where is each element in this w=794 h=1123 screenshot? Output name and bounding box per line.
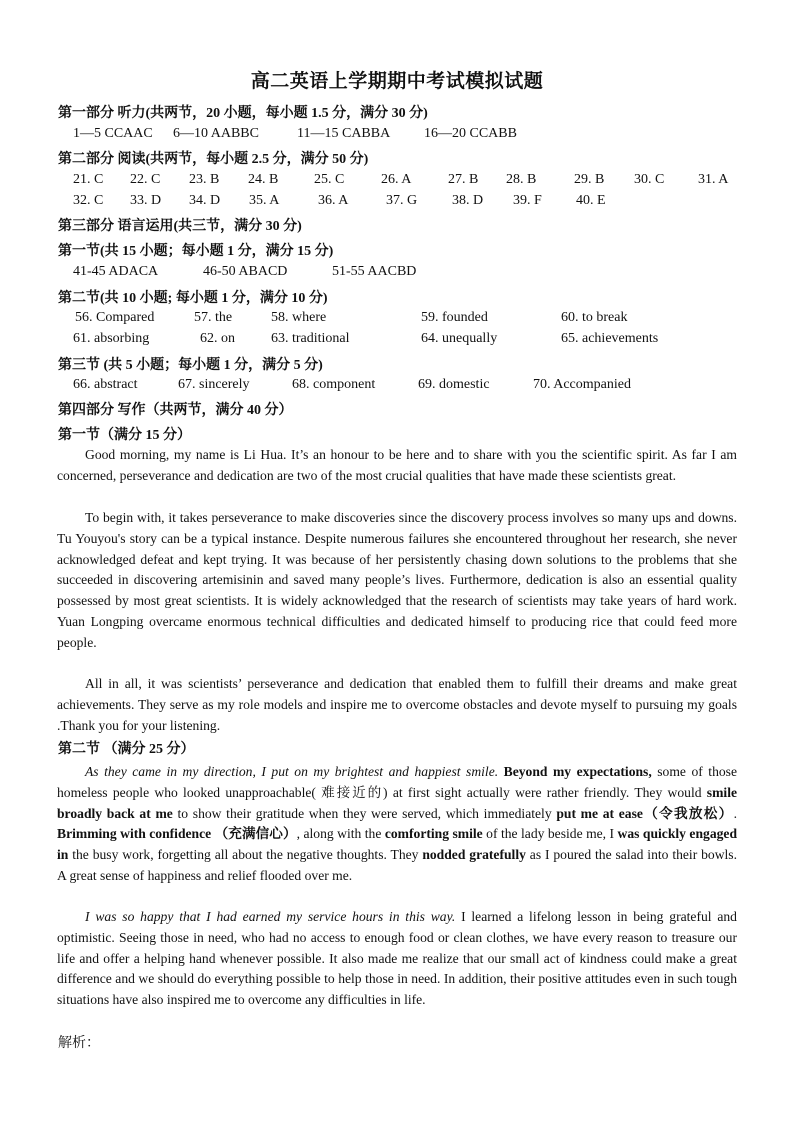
answer-item: 23. B — [189, 172, 220, 187]
part4-section1-header: 第一节（满分 15 分） — [58, 428, 191, 443]
answer-item: 40. E — [576, 193, 606, 208]
part3-section1-header: 第一节(共 15 小题；每小题 1 分，满分 15 分) — [58, 244, 334, 259]
answer-item: 68. component — [292, 377, 376, 392]
essay1-paragraph: All in all, it was scientists’ perseverance and dedication that enabled them to fulfill their dreams and make great achievements. They serve as my role models and inspire me to overcome obstacles and devote myself to pursuing my goals .Thank you for your listening. — [57, 676, 737, 733]
answer-group: 6—10 AABBC — [173, 126, 259, 141]
essay2-paragraph: I was so happy that I had earned my service hours in this way. I learned a lifelong lesson in being grateful and optimistic. Seeing those in need, who had no access to enough food or clean clothes, we have every reason to treasure our life and offer a helping hand whenever possible. It also made me realize that our small act of kindness could make a great difference and we should do everything possible to help those in need. In addition, their positive attitudes even in such tough situations have also inspired me to overcome any difficulties in life. — [57, 909, 737, 1008]
part1-header: 第一部分 听力(共两节，20 小题，每小题 1.5 分，满分 30 分) — [58, 106, 428, 121]
answer-item: 21. C — [73, 172, 104, 187]
page-title: 高二英语上学期期中考试模拟试题 — [250, 71, 544, 92]
answer-item: 25. C — [314, 172, 345, 187]
answer-group: 51-55 AACBD — [332, 264, 417, 279]
part3-header: 第三部分 语言运用(共三节，满分 30 分) — [58, 219, 302, 234]
part4-header: 第四部分 写作（共两节，满分 40 分） — [58, 403, 293, 418]
answer-item: 34. D — [189, 193, 221, 208]
answer-item: 32. C — [73, 193, 104, 208]
answer-item: 24. B — [248, 172, 279, 187]
analysis-label: 解析： — [58, 1036, 100, 1051]
answer-item: 64. unequally — [421, 331, 498, 346]
answer-group: 16—20 CCABB — [424, 126, 517, 141]
essay2-paragraph: As they came in my direction, I put on my brightest and happiest smile. Beyond my expectations, some of those homeless people who looked unapproachable( 难接近的) at first sight actually were rather friendly. They would smile broadly back at me to show their gratitude when they were served, which immediately put me at ease（令我放松）. Brimming with confidence （充满信心）, along with the comforting smile of the lady beside me, I was quickly engaged in the busy work, forgetting all about the negative thoughts. They nodded gratefully as I poured the salad into their bowls. A great sense of happiness and relief flooded over me. — [57, 764, 738, 883]
answer-item: 39. F — [513, 193, 542, 208]
answer-item: 67. sincerely — [178, 377, 250, 392]
answer-item: 35. A — [249, 193, 280, 208]
answer-item: 56. Compared — [75, 310, 155, 325]
answer-item: 62. on — [200, 331, 235, 346]
answer-item: 66. abstract — [73, 377, 138, 392]
answer-item: 70. Accompanied — [533, 377, 631, 392]
answer-item: 31. A — [698, 172, 729, 187]
answer-item: 63. traditional — [271, 331, 350, 346]
answer-item: 33. D — [130, 193, 162, 208]
answer-item: 22. C — [130, 172, 161, 187]
answer-item: 36. A — [318, 193, 349, 208]
answer-group: 11—15 CABBA — [297, 126, 391, 141]
answer-item: 27. B — [448, 172, 479, 187]
answer-item: 59. founded — [421, 310, 488, 325]
answer-item: 57. the — [194, 310, 233, 325]
answer-item: 28. B — [506, 172, 537, 187]
part3-section3-header: 第三节 (共 5 小题；每小题 1 分，满分 5 分) — [58, 358, 323, 373]
answer-item: 65. achievements — [561, 331, 659, 346]
answer-item: 38. D — [452, 193, 484, 208]
answer-item: 58. where — [271, 310, 327, 325]
essay1-paragraph: To begin with, it takes perseverance to make discoveries since the discovery process involves so many ups and downs. Tu Youyou's story can be a typical instance. Despite numerous failures she encountered throughout her research, she never acknowledged defeat and kept trying. It was because of her persistently chasing down solutions to the problems that she succeeded in discovering artemisinin and saved many people’s lives. Furthermore, dedication is also an essential quality possessed by most great scientists. It is widely acknowledged that the research of scientists may take years of hard work. Yuan Longping overcame enormous technical difficulties and dedicated himself to producing rice that could feed more people. — [57, 510, 737, 650]
answer-item: 61. absorbing — [73, 331, 150, 346]
part4-section2-header: 第二节 （满分 25 分） — [58, 742, 195, 757]
answer-group: 1—5 CCAAC — [73, 126, 153, 141]
part2-header: 第二部分 阅读(共两节，每小题 2.5 分，满分 50 分) — [58, 152, 369, 167]
answer-item: 29. B — [574, 172, 605, 187]
answer-group: 41-45 ADACA — [73, 264, 159, 279]
answer-item: 37. G — [386, 193, 418, 208]
answer-item: 30. C — [634, 172, 665, 187]
answer-item: 60. to break — [561, 310, 628, 325]
answer-item: 69. domestic — [418, 377, 490, 392]
essay1-paragraph: Good morning, my name is Li Hua. It’s an honour to be here and to share with you the scientific spirit. As far I am concerned, perseverance and dedication are two of the most crucial qualities that have made these scientists great. — [57, 447, 737, 483]
answer-item: 26. A — [381, 172, 412, 187]
answer-group: 46-50 ABACD — [203, 264, 288, 279]
part3-section2-header: 第二节(共 10 小题; 每小题 1 分，满分 10 分) — [58, 291, 328, 306]
